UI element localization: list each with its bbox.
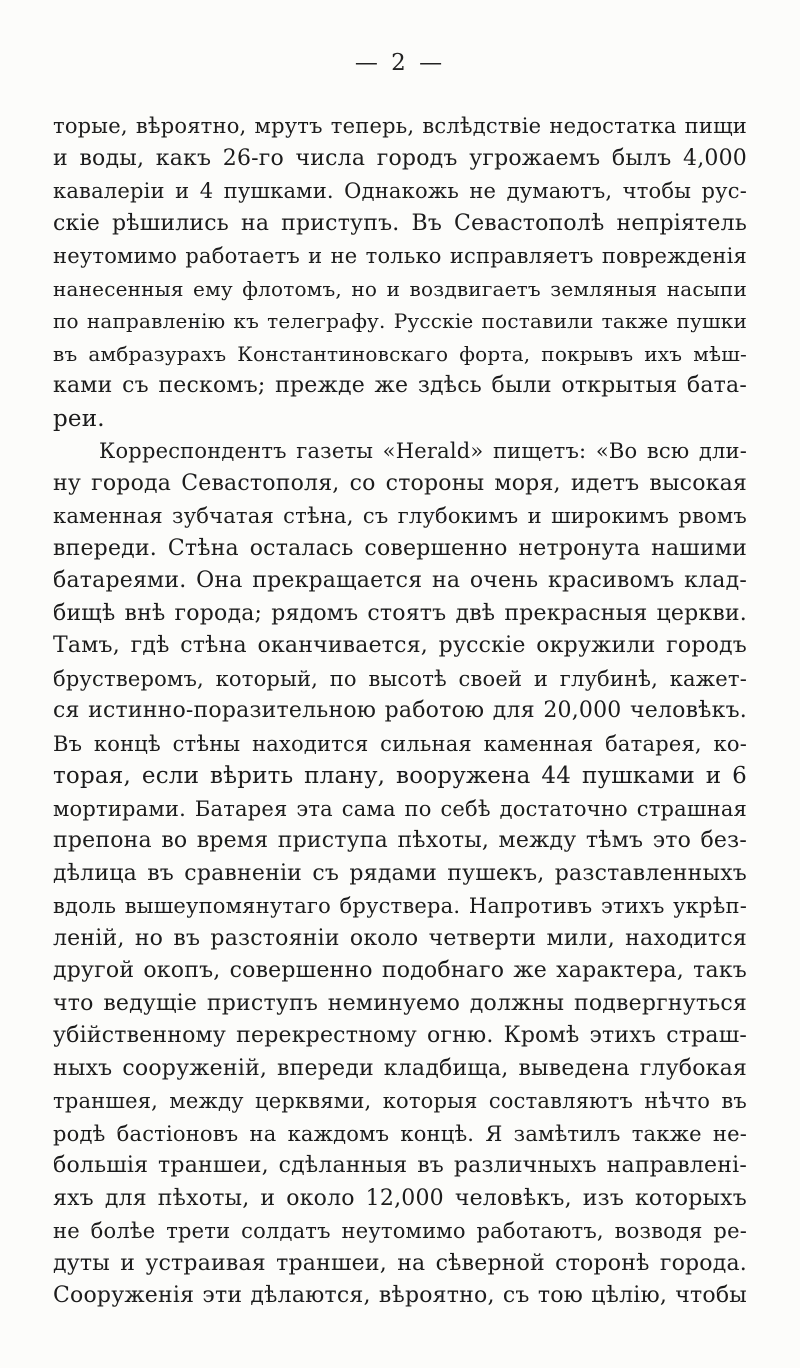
text-line: дѣлица въ сравненіи съ рядами пушекъ, разставленныхъ: [53, 860, 747, 886]
text-line: не болѣе трети солдатъ неутомимо работаютъ, возводя ре-: [53, 1219, 747, 1243]
text-line: траншея, между церквями, которыя составляютъ нѣчто въ: [53, 1089, 747, 1113]
text-line: скіе рѣшились на приступъ. Въ Севастополѣ непріятель: [53, 210, 747, 236]
text-line: вдоль вышеупомянутаго бруствера. Напротивъ этихъ укрѣп-: [53, 894, 747, 918]
text-line: ну города Севастополя, со стороны моря, идетъ высокая: [53, 470, 747, 496]
text-line: ками съ пескомъ; прежде же здѣсь были открытыя бата-: [53, 373, 747, 398]
text-line: большія траншеи, сдѣланныя въ различныхъ направлені-: [53, 1153, 747, 1178]
text-line: леній, но въ разстояніи около четверти мили, находится: [53, 925, 747, 951]
text-line: убійственному перекрестному огню. Кромѣ этихъ страш-: [53, 1023, 747, 1048]
text-line: кавалеріи и 4 пушками. Однакожь не думаютъ, чтобы рус-: [53, 179, 747, 203]
text-line: что ведущіе приступъ неминуемо должны подвергнуться: [53, 990, 747, 1016]
body-text: [53, 110, 747, 1313]
text-line: и воды, какъ 26-го числа городъ угрожаемъ былъ 4,000: [53, 145, 747, 171]
text-line: впереди. Стѣна осталась совершенно нетронута нашими: [53, 535, 747, 561]
text-line: другой окопъ, совершенно подобнаго же характера, такъ: [53, 958, 747, 983]
text-line: по направленію къ телеграфу. Русскіе поставили также пушки: [53, 309, 747, 333]
text-line: Тамъ, гдѣ стѣна оканчивается, русскіе окружили городъ: [53, 633, 747, 658]
page-number-folio: — 2 —: [354, 50, 446, 76]
text-line: неутомимо работаетъ и не только исправляетъ поврежденія: [53, 244, 747, 268]
text-line: нанесенныя ему флотомъ, но и воздвигаетъ земляныя насыпи: [53, 276, 747, 301]
text-line: яхъ для пѣхоты, и около 12,000 человѣкъ, изъ которыхъ: [53, 1185, 747, 1211]
text-line: реи.: [53, 405, 105, 432]
text-line: Корреспондентъ газеты «Herald» пищетъ: «Во всю дли-: [99, 439, 747, 463]
text-line: ныхъ сооруженій, впереди кладбища, выведена глубокая: [53, 1055, 747, 1081]
text-line: Въ концѣ стѣны находится сильная каменная батарея, ко-: [53, 731, 747, 756]
text-line: бищѣ внѣ города; рядомъ стоятъ двѣ прекрасныя церкви.: [53, 600, 747, 626]
paragraph: [53, 435, 747, 1313]
text-line: препона во время приступа пѣхоты, между тѣмъ это без-: [53, 828, 747, 853]
text-line: брустверомъ, который, по высотѣ своей и глубинѣ, кажет-: [53, 666, 747, 691]
text-line: мортирами. Батарея эта сама по себѣ достаточно страшная: [53, 796, 747, 821]
paragraph: [53, 110, 747, 435]
text-line: ся истинно-поразительною работою для 20,000 человѣкъ.: [53, 698, 747, 723]
text-line: Сооруженія эти дѣлаются, вѣроятно, съ тою цѣлію, чтобы: [53, 1283, 747, 1308]
text-line: въ амбразурахъ Константиновскаго форта, покрывъ ихъ мѣш-: [53, 341, 747, 366]
text-line: каменная зубчатая стѣна, съ глубокимъ и широкимъ рвомъ: [53, 504, 747, 528]
text-line: торые, вѣроятно, мрутъ теперь, вслѣдствіе недостатка пищи: [53, 114, 747, 138]
text-line: дуты и устраивая траншеи, на сѣверной сторонѣ города.: [53, 1250, 747, 1276]
text-line: батареями. Она прекращается на очень красивомъ клад-: [53, 568, 747, 593]
text-line: родѣ бастіоновъ на каждомъ концѣ. Я замѣтилъ также не-: [53, 1121, 747, 1146]
text-line: торая, если вѣрить плану, вооружена 44 пушками и 6: [53, 763, 747, 789]
